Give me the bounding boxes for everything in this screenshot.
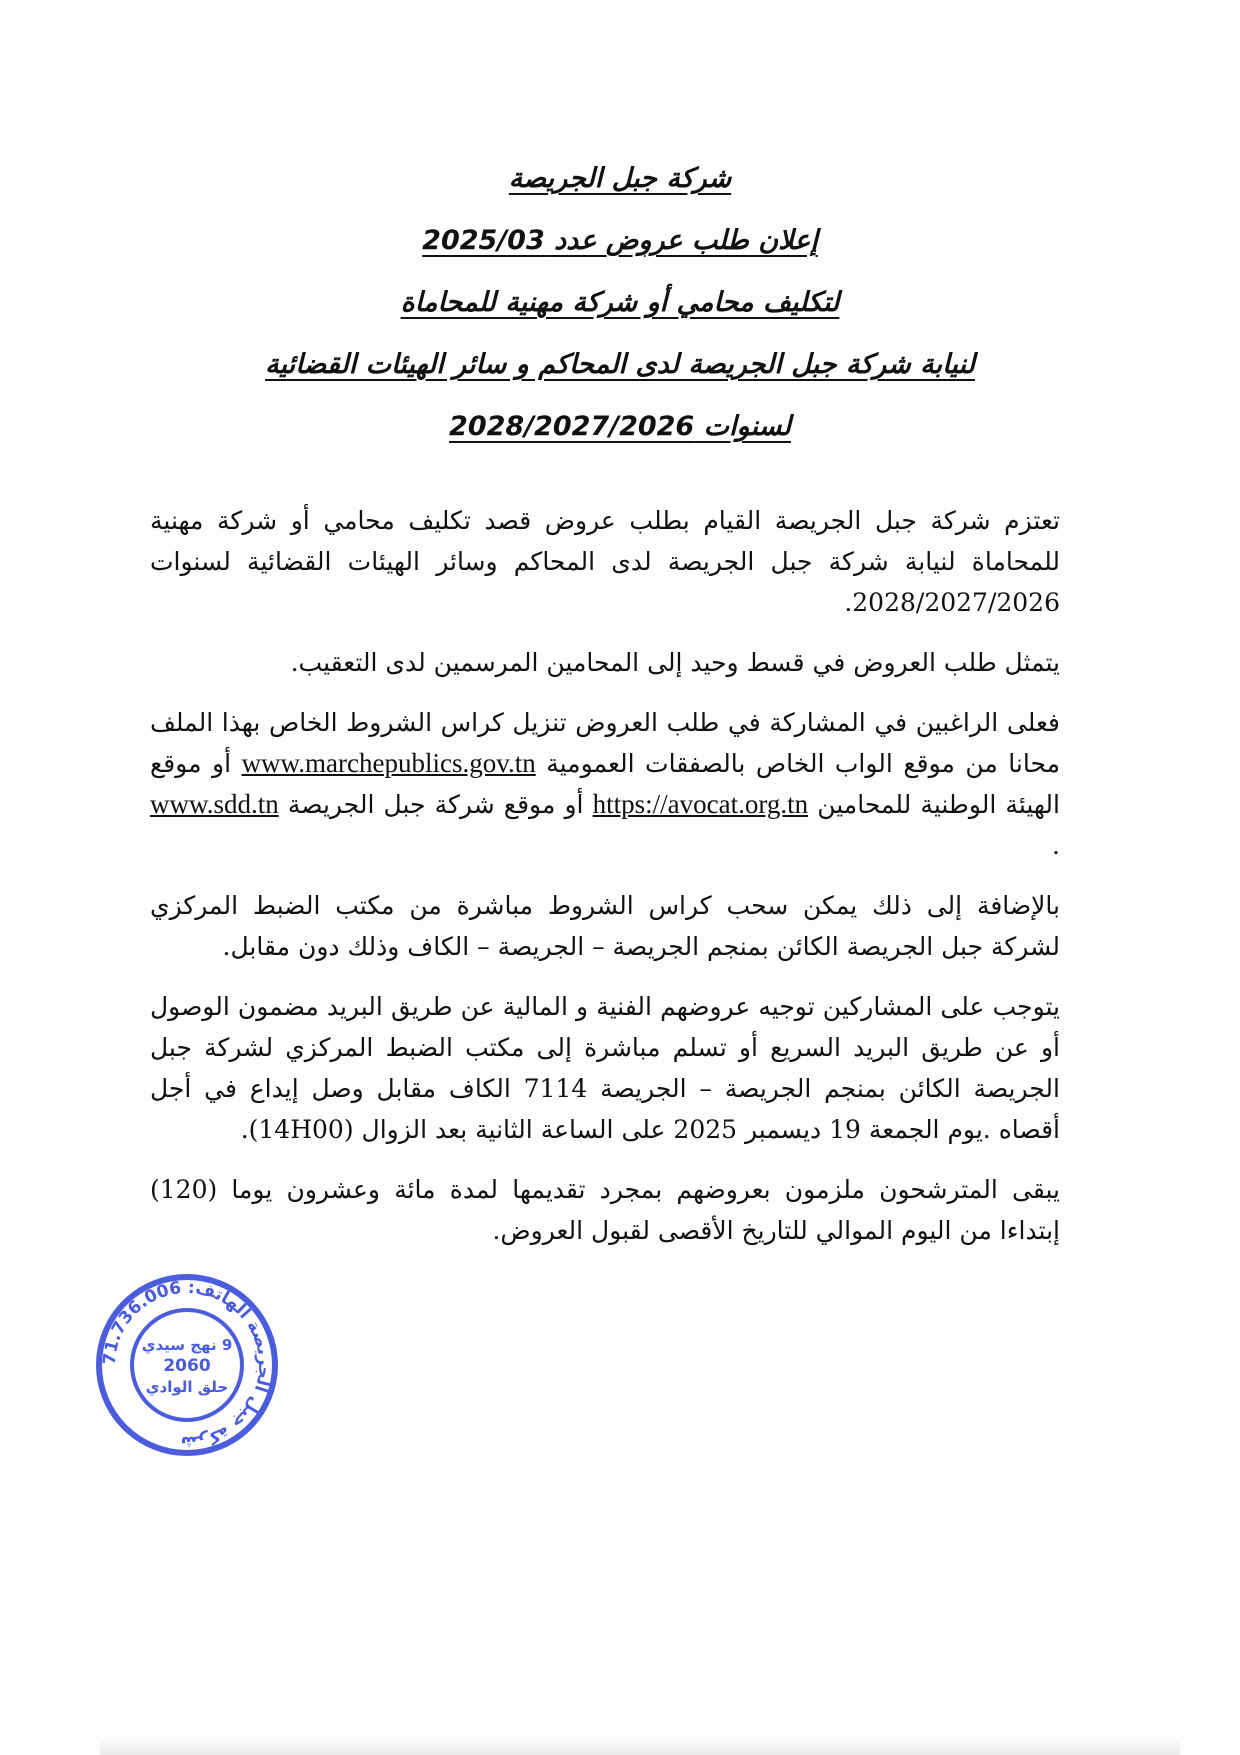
link-marchepublics[interactable]: www.marchepublics.gov.tn (241, 748, 536, 778)
download-text-d: . (1052, 831, 1060, 860)
paragraph-submission: يتوجب على المشاركين توجيه عروضهم الفنية و المالية عن طريق البريد مضمون الوصول أو عن طريق البريد السريع أو تسلم مباشرة إلى مكتب الضبط المركزي لشركة جبل الجريصة الكائن بمنجم الجريصة – الجريصة 7114 الكاف مقابل وصل إيداع في أجل أقصاه .يوم الجمعة 19 ديسمبر 2025 على الساعة الثانية بعد الزوال (14H00). (150, 992, 1060, 1144)
company-name: شركة جبل الجريصة (508, 163, 732, 194)
tender-subject: لتكليف محامي أو شركة مهنية للمحاماة (400, 287, 840, 318)
tender-years: لسنوات 2028/2027/2026 (449, 411, 791, 442)
stamp-ring-text: شركة جبل الجريصة الهاتف: 71.736.006 (99, 1277, 275, 1453)
document-header (0, 148, 1240, 458)
download-text-a: فعلى الراغبين في المشاركة في طلب العروض تنزيل كراس الشروط الخاص بهذا الملف محانا من موقع الواب الخاص بالصفقات العمومية (150, 708, 1060, 778)
document-body (150, 500, 1060, 1270)
download-text-b: أو موقع الهيئة الوطنية للمحامين (150, 749, 1060, 819)
paragraph-withdrawal: بالإضافة إلى ذلك يمكن سحب كراس الشروط مباشرة من مكتب الضبط المركزي لشركة جبل الجريصة الكائن بمنجم الجريصة – الجريصة – الكاف وذلك دون مقابل. (150, 891, 1060, 961)
stamp-address-line1: 9 نهج سيدي (141, 1336, 233, 1354)
tender-number: إعلان طلب عروض عدد 2025/03 (422, 225, 818, 256)
link-avocat[interactable]: https://avocat.org.tn (592, 789, 809, 819)
paragraph-lot: يتمثل طلب العروض في قسط وحيد إلى المحامين المرسمين لدى التعقيب. (290, 648, 1060, 677)
tender-scope: لنيابة شركة جبل الجريصة لدى المحاكم و سائر الهيئات القضائية (265, 349, 975, 380)
link-sdd[interactable]: www.sdd.tn (150, 789, 279, 819)
company-stamp (92, 1270, 282, 1460)
stamp-address-line3: حلق الوادي (145, 1378, 229, 1396)
paragraph-validity: يبقى المترشحون ملزمون بعروضهم بمجرد تقديمها لمدة مائة وعشرون يوما (120) إبتداءا من اليوم الموالي للتاريخ الأقصى لقبول العروض. (150, 1175, 1060, 1245)
stamp-address-line2: 2060 (163, 1356, 211, 1376)
download-text-c: أو موقع شركة جبل الجريصة (278, 790, 593, 819)
scan-edge-shadow (100, 1737, 1180, 1755)
paragraph-intent: تعتزم شركة جبل الجريصة القيام بطلب عروض قصد تكليف محامي أو شركة مهنية للمحاماة لنيابة شركة جبل الجريصة لدى المحاكم وسائر الهيئات القضائية لسنوات 2028/2027/2026. (150, 506, 1060, 617)
paragraph-download (150, 702, 1060, 866)
